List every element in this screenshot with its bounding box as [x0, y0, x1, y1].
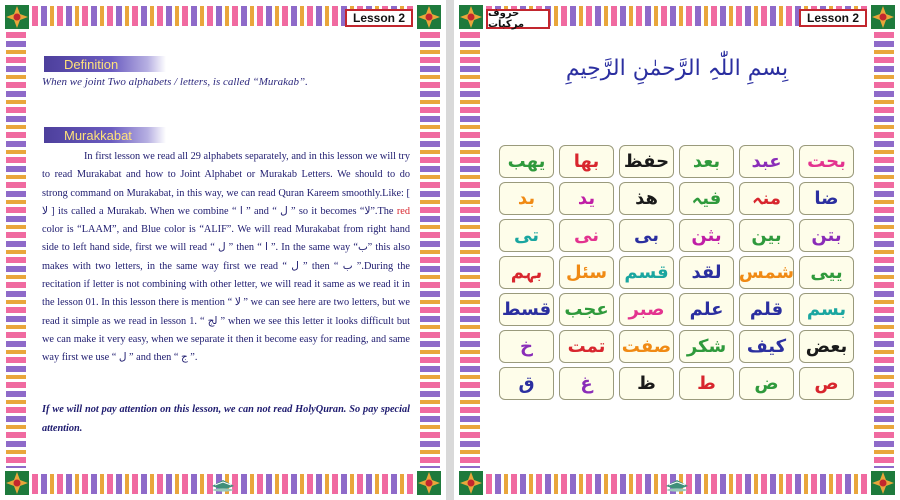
- letter-cell: قسم: [619, 256, 674, 289]
- letter-cell: ظ: [619, 367, 674, 400]
- ornamental-border-right: [420, 32, 440, 468]
- letter-cell: ط: [679, 367, 734, 400]
- letter-cell: لقد: [679, 256, 734, 289]
- corner-ornament-icon: [870, 4, 896, 30]
- murakkabat-heading-text: Murakkabat: [64, 127, 132, 143]
- letter-cell: منہ: [739, 182, 794, 215]
- corner-ornament-icon: [416, 4, 442, 30]
- lesson-label: [799, 9, 867, 27]
- right-page: [454, 0, 900, 500]
- definition-heading: [44, 56, 166, 72]
- murakkabat-heading: [44, 127, 166, 143]
- quran-stand-icon: [210, 476, 236, 492]
- ornamental-border-right: [874, 32, 894, 468]
- letter-cell: بحت: [799, 145, 854, 178]
- definition-text: When we joint Two alphabets / letters, is called “Murakab”.: [42, 76, 308, 88]
- letter-cell: خ: [499, 330, 554, 363]
- corner-ornament-icon: [458, 4, 484, 30]
- corner-ornament-icon: [458, 470, 484, 496]
- letter-cell: ض: [739, 367, 794, 400]
- murakkabat-body: [42, 148, 410, 368]
- letter-cell: بد: [499, 182, 554, 215]
- letter-cell: تی: [499, 219, 554, 252]
- page-gutter: [446, 0, 454, 500]
- ornamental-border-left: [6, 32, 26, 468]
- corner-ornament-icon: [416, 470, 442, 496]
- letter-cell: بسم: [799, 293, 854, 326]
- letter-cell: ص: [799, 367, 854, 400]
- letter-cell: نی: [559, 219, 614, 252]
- letter-cell: ق: [499, 367, 554, 400]
- urdu-title-label: [486, 9, 550, 29]
- letter-cell: عبد: [739, 145, 794, 178]
- letter-cell: بثن: [679, 219, 734, 252]
- letter-cell: بہم: [499, 256, 554, 289]
- urdu-title-text: حروف مرکبات: [488, 8, 525, 30]
- letter-cell: بتن: [799, 219, 854, 252]
- letter-cell: ضا: [799, 182, 854, 215]
- letter-cell: صبر: [619, 293, 674, 326]
- corner-ornament-icon: [870, 470, 896, 496]
- letter-cell: حفظ: [619, 145, 674, 178]
- letter-cell: ییی: [799, 256, 854, 289]
- letter-cell: بین: [739, 219, 794, 252]
- letter-cell: ید: [559, 182, 614, 215]
- murakkabat-letter-grid: [498, 145, 854, 400]
- corner-ornament-icon: [4, 4, 30, 30]
- ornamental-border-left: [460, 32, 480, 468]
- letter-cell: غ: [559, 367, 614, 400]
- letter-cell: صفت: [619, 330, 674, 363]
- letter-cell: شکر: [679, 330, 734, 363]
- letter-cell: بعد: [679, 145, 734, 178]
- letter-cell: تمت: [559, 330, 614, 363]
- letter-cell: ھذ: [619, 182, 674, 215]
- letter-cell: قسط: [499, 293, 554, 326]
- closing-note: If we will not pay attention on this lesson, we can not read HolyQuran. So pay special attention.: [42, 404, 410, 434]
- lesson-label: [345, 9, 413, 27]
- letter-cell: شمس: [739, 256, 794, 289]
- corner-ornament-icon: [4, 470, 30, 496]
- letter-cell: بھا: [559, 145, 614, 178]
- lesson-label-text: Lesson 2: [352, 11, 406, 25]
- letter-cell: سئل: [559, 256, 614, 289]
- quran-stand-icon: [664, 476, 690, 492]
- letter-cell: بی: [619, 219, 674, 252]
- letter-cell: کیف: [739, 330, 794, 363]
- letter-cell: بعض: [799, 330, 854, 363]
- red-word: red: [396, 205, 410, 217]
- left-page: [0, 0, 446, 500]
- letter-cell: قلم: [739, 293, 794, 326]
- bismillah-heading: بِسمِ اللّٰہِ الرَّحمٰنِ الرَّحِیمِ: [565, 56, 789, 81]
- letter-cell: علم: [679, 293, 734, 326]
- definition-heading-text: Definition: [64, 56, 119, 72]
- murakkabat-body-part-2: color is “LAAM”, and Blue color is “ALIF”. We will read Murakabat from right hand side to left hand side, first we will read “ ل ” then “ ا ”. In the same way “ب” this also makes with two letters, in the same way first we read “ ل ” then “ ب ”.During the recitation if letter is not combining with other letter, we will read it same as we read it in the lesson 01. In this lesson there is mention “ لا ” we can see here are two letters, but we read it simple as we read in lesson 1. “ لج ” when we see this letter it looks difficult but we can make it very easy, when we separate it then it become easy for reading, and same way first we use “ ل ” and then “ ج ”.: [42, 224, 411, 364]
- letter-cell: یھب: [499, 145, 554, 178]
- letter-cell: عجب: [559, 293, 614, 326]
- murakkabat-body-part-1: In first lesson we read all 29 alphabets separately, and in this lesson we will try to read Murakabat and how to Joint Alphabet or Murakab Letters. We should to do strong command on Murakabat, in this way, we can read Quran Kareem smoothly.Like: [ لا ] its called a Murakab. When we combine “ ا ” and “ ل ” so it becomes “لا”.The: [42, 151, 410, 217]
- lesson-label-text: Lesson 2: [806, 11, 860, 25]
- letter-cell: فیہ: [679, 182, 734, 215]
